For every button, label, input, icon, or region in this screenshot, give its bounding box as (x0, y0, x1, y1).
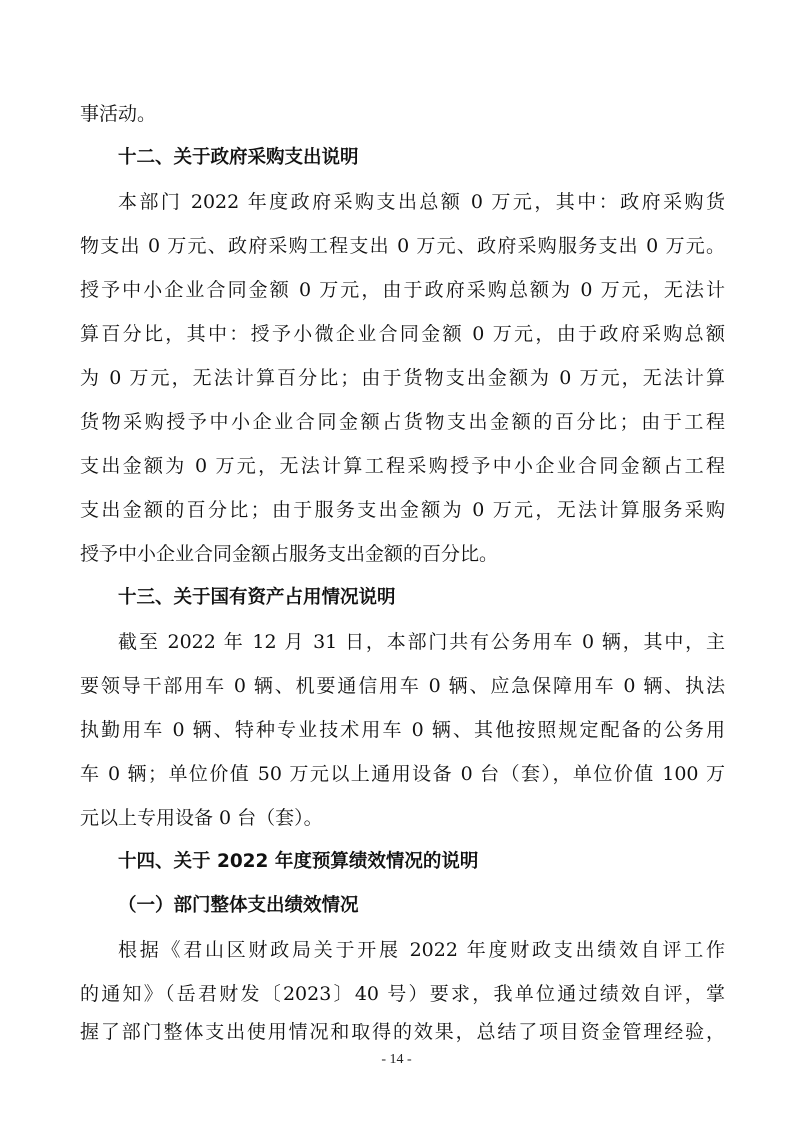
body-text-line: 支出金额为 0 万元，无法计算工程采购授予中小企业合同金额占工程 (80, 455, 725, 477)
section-heading-13: 十三、关于国有资产占用情况说明 (118, 587, 396, 608)
body-text-line: 货物采购授予中小企业合同金额占货物支出金额的百分比；由于工程 (80, 411, 725, 433)
body-text-line: 授予中小企业合同金额 0 万元，由于政府采购总额为 0 万元，无法计 (80, 279, 725, 301)
body-text-line: 握了部门整体支出使用情况和取得的效果，总结了项目资金管理经验， (80, 1021, 725, 1043)
section-heading-12: 十二、关于政府采购支出说明 (118, 147, 359, 168)
body-text-line: 元以上专用设备 0 台（套）。 (80, 807, 323, 829)
body-text-line: 要领导干部用车 0 辆、机要通信用车 0 辆、应急保障用车 0 辆、执法 (80, 675, 725, 697)
body-text-line: 执勤用车 0 辆、特种专业技术用车 0 辆、其他按照规定配备的公务用 (80, 719, 725, 741)
body-text-line: 事活动。 (80, 103, 157, 125)
subsection-heading: （一）部门整体支出绩效情况 (118, 895, 359, 916)
body-text-line: 支出金额的百分比；由于服务支出金额为 0 万元，无法计算服务采购 (80, 499, 725, 521)
body-text-line: 根据《君山区财政局关于开展 2022 年度财政支出绩效自评工作 (118, 939, 725, 961)
body-text-line: 车 0 辆；单位价值 50 万元以上通用设备 0 台（套），单位价值 100 万 (80, 763, 725, 785)
body-text-line: 的通知》（岳君财发〔2023〕40 号）要求，我单位通过绩效自评，掌 (80, 983, 725, 1005)
body-text-line: 物支出 0 万元、政府采购工程支出 0 万元、政府采购服务支出 0 万元。 (80, 235, 725, 257)
body-text-line: 本部门 2022 年度政府采购支出总额 0 万元，其中：政府采购货 (118, 191, 725, 213)
page-number: - 14 - (381, 1052, 412, 1067)
body-text-line: 截至 2022 年 12 月 31 日，本部门共有公务用车 0 辆，其中，主 (118, 631, 725, 653)
body-text-line: 为 0 万元，无法计算百分比；由于货物支出金额为 0 万元，无法计算 (80, 367, 725, 389)
body-text-line: 授予中小企业合同金额占服务支出金额的百分比。 (80, 543, 499, 565)
section-heading-14: 十四、关于 2022 年度预算绩效情况的说明 (118, 851, 479, 872)
body-text-line: 算百分比，其中：授予小微企业合同金额 0 万元，由于政府采购总额 (80, 323, 725, 345)
